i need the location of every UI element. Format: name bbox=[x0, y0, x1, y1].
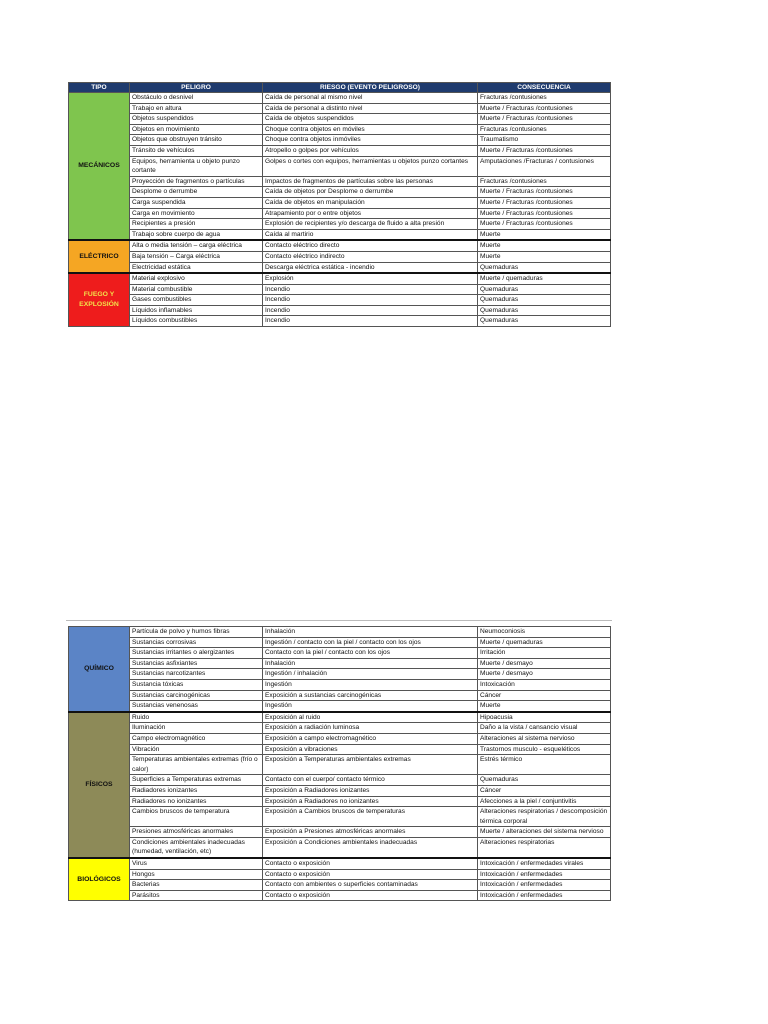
peligro-cell: Carga suspendida bbox=[130, 197, 263, 208]
peligro-cell: Bacterias bbox=[130, 880, 263, 891]
peligro-cell: Sustancias corrosivas bbox=[130, 637, 263, 648]
peligro-cell: Superficies a Temperaturas extremas bbox=[130, 775, 263, 786]
peligro-cell: Desplome o derrumbe bbox=[130, 187, 263, 198]
riesgo-cell: Contacto o exposición bbox=[263, 890, 478, 901]
consecuencia-cell: Muerte / Fracturas /contusiones bbox=[478, 197, 611, 208]
riesgo-cell: Contacto con ambientes o superficies contaminadas bbox=[263, 880, 478, 891]
riesgo-cell: Choque contra objetos inmóviles bbox=[263, 135, 478, 146]
riesgo-cell: Exposición a sustancias carcinogénicas bbox=[263, 690, 478, 701]
consecuencia-cell: Daño a la vista / cansancio visual bbox=[478, 723, 611, 734]
table-row bbox=[69, 229, 611, 240]
consecuencia-cell: Quemaduras bbox=[478, 305, 611, 316]
riesgo-cell: Exposición a Presiones atmosféricas anormales bbox=[263, 827, 478, 838]
peligro-cell: Partícula de polvo y humos fibras bbox=[130, 627, 263, 638]
consecuencia-cell: Muerte / Fracturas /contusiones bbox=[478, 219, 611, 230]
consecuencia-cell: Intoxicación / enfermedades bbox=[478, 890, 611, 901]
riesgo-cell: Exposición al ruido bbox=[263, 712, 478, 723]
riesgo-cell: Ingestión bbox=[263, 701, 478, 712]
peligro-cell: Proyección de fragmentos o partículas bbox=[130, 176, 263, 187]
peligro-cell: Presiones atmosféricas anormales bbox=[130, 827, 263, 838]
peligro-cell: Equipos, herramienta u objeto punzo cortante bbox=[130, 156, 263, 176]
riesgo-cell: Exposición a campo electromagnético bbox=[263, 733, 478, 744]
table-row bbox=[69, 219, 611, 230]
consecuencia-cell: Alteraciones al sistema nervioso bbox=[478, 733, 611, 744]
consecuencia-cell: Quemaduras bbox=[478, 262, 611, 273]
tipo-cell: BIOLÓGICOS bbox=[69, 858, 130, 901]
consecuencia-cell: Alteraciones respiratorias / descomposición térmica corporal bbox=[478, 807, 611, 827]
header-riesgo: RIESGO (EVENTO PELIGROSO) bbox=[263, 83, 478, 93]
consecuencia-cell: Muerte / Fracturas /contusiones bbox=[478, 145, 611, 156]
table-row bbox=[69, 103, 611, 114]
consecuencia-cell: Muerte / Fracturas /contusiones bbox=[478, 187, 611, 198]
consecuencia-cell: Muerte bbox=[478, 701, 611, 712]
table-row bbox=[69, 637, 611, 648]
riesgo-cell: Ingestión / inhalación bbox=[263, 669, 478, 680]
risk-table-1 bbox=[68, 82, 611, 327]
table-row bbox=[69, 156, 611, 176]
riesgo-cell: Exposición a Radiadores no ionizantes bbox=[263, 796, 478, 807]
consecuencia-cell: Fracturas /contusiones bbox=[478, 124, 611, 135]
peligro-cell: Objetos en movimiento bbox=[130, 124, 263, 135]
peligro-cell: Sustancias carcinogénicas bbox=[130, 690, 263, 701]
consecuencia-cell: Muerte / desmayo bbox=[478, 658, 611, 669]
consecuencia-cell: Cáncer bbox=[478, 785, 611, 796]
riesgo-cell: Caída de personal al mismo nivel bbox=[263, 93, 478, 104]
peligro-cell: Virus bbox=[130, 858, 263, 869]
peligro-cell: Trabajo sobre cuerpo de agua bbox=[130, 229, 263, 240]
peligro-cell: Condiciones ambientales inadecuadas (humedad, ventilación, etc) bbox=[130, 837, 263, 858]
peligro-cell: Líquidos combustibles bbox=[130, 316, 263, 327]
riesgo-cell: Caída al martirio bbox=[263, 229, 478, 240]
consecuencia-cell: Quemaduras bbox=[478, 316, 611, 327]
peligro-cell: Sustancias venenosas bbox=[130, 701, 263, 712]
peligro-cell: Sustancias asfixiantes bbox=[130, 658, 263, 669]
consecuencia-cell: Cáncer bbox=[478, 690, 611, 701]
table-row bbox=[69, 627, 611, 638]
table-row bbox=[69, 712, 611, 723]
consecuencia-cell: Quemaduras bbox=[478, 775, 611, 786]
riesgo-cell: Golpes o cortes con equipos, herramientas u objetos punzo cortantes bbox=[263, 156, 478, 176]
table-row bbox=[69, 251, 611, 262]
consecuencia-cell: Fracturas /contusiones bbox=[478, 93, 611, 104]
table-row bbox=[69, 837, 611, 858]
consecuencia-cell: Muerte / Fracturas /contusiones bbox=[478, 114, 611, 125]
peligro-cell: Baja tensión – Carga eléctrica bbox=[130, 251, 263, 262]
peligro-cell: Sustancia tóxicas bbox=[130, 679, 263, 690]
riesgo-cell: Incendio bbox=[263, 305, 478, 316]
consecuencia-cell: Muerte / quemaduras bbox=[478, 637, 611, 648]
riesgo-cell: Contacto o exposición bbox=[263, 869, 478, 880]
table-row bbox=[69, 176, 611, 187]
table-row bbox=[69, 208, 611, 219]
table-row bbox=[69, 679, 611, 690]
table-row bbox=[69, 796, 611, 807]
riesgo-cell: Contacto eléctrico indirecto bbox=[263, 251, 478, 262]
risk-table-2-body bbox=[69, 627, 611, 901]
consecuencia-cell: Trastornos musculo - esqueléticos bbox=[478, 744, 611, 755]
riesgo-cell: Exposición a vibraciones bbox=[263, 744, 478, 755]
consecuencia-cell: Muerte / Fracturas /contusiones bbox=[478, 208, 611, 219]
riesgo-cell: Caída de objetos por Desplome o derrumbe bbox=[263, 187, 478, 198]
table-row bbox=[69, 316, 611, 327]
peligro-cell: Electricidad estática bbox=[130, 262, 263, 273]
riesgo-cell: Caída de personal a distinto nivel bbox=[263, 103, 478, 114]
table-row bbox=[69, 690, 611, 701]
table-row bbox=[69, 880, 611, 891]
table-row bbox=[69, 723, 611, 734]
peligro-cell: Sustancias irritantes o alergizantes bbox=[130, 648, 263, 659]
riesgo-cell: Inhalación bbox=[263, 627, 478, 638]
peligro-cell: Líquidos inflamables bbox=[130, 305, 263, 316]
tipo-cell: ELÉCTRICO bbox=[69, 240, 130, 273]
table-row bbox=[69, 744, 611, 755]
table-row bbox=[69, 93, 611, 104]
consecuencia-cell: Muerte bbox=[478, 229, 611, 240]
table-row bbox=[69, 240, 611, 251]
table-row bbox=[69, 807, 611, 827]
peligro-cell: Trabajo en altura bbox=[130, 103, 263, 114]
riesgo-cell: Contacto con la piel / contacto con los ojos bbox=[263, 648, 478, 659]
header-peligro: PELIGRO bbox=[130, 83, 263, 93]
peligro-cell: Iluminación bbox=[130, 723, 263, 734]
riesgo-cell: Caída de objetos en manipulación bbox=[263, 197, 478, 208]
riesgo-cell: Impactos de fragmentos de partículas sobre las personas bbox=[263, 176, 478, 187]
riesgo-cell: Atrapamiento por o entre objetos bbox=[263, 208, 478, 219]
table-row bbox=[69, 114, 611, 125]
table-row bbox=[69, 890, 611, 901]
table-row bbox=[69, 733, 611, 744]
consecuencia-cell: Estrés térmico bbox=[478, 755, 611, 775]
riesgo-cell: Caída de objetos suspendidos bbox=[263, 114, 478, 125]
riesgo-cell: Incendio bbox=[263, 284, 478, 295]
consecuencia-cell: Intoxicación / enfermedades bbox=[478, 869, 611, 880]
riesgo-cell: Explosión bbox=[263, 273, 478, 284]
peligro-cell: Objetos suspendidos bbox=[130, 114, 263, 125]
table-row bbox=[69, 284, 611, 295]
peligro-cell: Sustancias narcotizantes bbox=[130, 669, 263, 680]
consecuencia-cell: Muerte / desmayo bbox=[478, 669, 611, 680]
consecuencia-cell: Muerte / alteraciones del sistema nervioso bbox=[478, 827, 611, 838]
riesgo-cell: Contacto o exposición bbox=[263, 858, 478, 869]
peligro-cell: Vibración bbox=[130, 744, 263, 755]
consecuencia-cell: Traumatismo bbox=[478, 135, 611, 146]
peligro-cell: Tránsito de vehículos bbox=[130, 145, 263, 156]
table-row bbox=[69, 755, 611, 775]
riesgo-cell: Descarga eléctrica estática - incendio bbox=[263, 262, 478, 273]
riesgo-cell: Exposición a Condiciones ambientales inadecuadas bbox=[263, 837, 478, 858]
consecuencia-cell: Muerte bbox=[478, 251, 611, 262]
peligro-cell: Ruido bbox=[130, 712, 263, 723]
consecuencia-cell: Neumoconiosis bbox=[478, 627, 611, 638]
table-row bbox=[69, 187, 611, 198]
riesgo-cell: Contacto con el cuerpo/ contacto térmico bbox=[263, 775, 478, 786]
riesgo-cell: Ingestión bbox=[263, 679, 478, 690]
peligro-cell: Alta o media tensión – carga eléctrica bbox=[130, 240, 263, 251]
table-row bbox=[69, 124, 611, 135]
table-row bbox=[69, 135, 611, 146]
tipo-cell: MECÁNICOS bbox=[69, 93, 130, 241]
tipo-cell: FÍSICOS bbox=[69, 712, 130, 858]
riesgo-cell: Exposición a Radiadores ionizantes bbox=[263, 785, 478, 796]
riesgo-cell: Ingestión / contacto con la piel / contacto con los ojos bbox=[263, 637, 478, 648]
peligro-cell: Radiadores ionizantes bbox=[130, 785, 263, 796]
peligro-cell: Cambios bruscos de temperatura bbox=[130, 807, 263, 827]
table-row bbox=[69, 197, 611, 208]
riesgo-cell: Atropello o golpes por vehículos bbox=[263, 145, 478, 156]
consecuencia-cell: Intoxicación / enfermedades virales bbox=[478, 858, 611, 869]
consecuencia-cell: Hipoacusia bbox=[478, 712, 611, 723]
header-consecuencia: CONSECUENCIA bbox=[478, 83, 611, 93]
page-divider bbox=[66, 620, 612, 621]
table-row bbox=[69, 305, 611, 316]
peligro-cell: Temperaturas ambientales extremas (frío o calor) bbox=[130, 755, 263, 775]
riesgo-cell: Exposición a radiación luminosa bbox=[263, 723, 478, 734]
tipo-cell: FUEGO Y EXPLOSIÓN bbox=[69, 273, 130, 326]
table-row bbox=[69, 295, 611, 306]
consecuencia-cell: Muerte / Fracturas /contusiones bbox=[478, 103, 611, 114]
table-row bbox=[69, 785, 611, 796]
riesgo-cell: Choque contra objetos en móviles bbox=[263, 124, 478, 135]
peligro-cell: Objetos que obstruyen tránsito bbox=[130, 135, 263, 146]
peligro-cell: Material explosivo bbox=[130, 273, 263, 284]
consecuencia-cell: Quemaduras bbox=[478, 284, 611, 295]
table-row bbox=[69, 648, 611, 659]
consecuencia-cell: Quemaduras bbox=[478, 295, 611, 306]
riesgo-cell: Exposición a Cambios bruscos de temperaturas bbox=[263, 807, 478, 827]
riesgo-cell: Incendio bbox=[263, 316, 478, 327]
table-header-row bbox=[69, 83, 611, 93]
peligro-cell: Recipientes a presión bbox=[130, 219, 263, 230]
peligro-cell: Campo electromagnético bbox=[130, 733, 263, 744]
peligro-cell: Radiadores no ionizantes bbox=[130, 796, 263, 807]
tipo-cell: QUÍMICO bbox=[69, 627, 130, 712]
peligro-cell: Carga en movimiento bbox=[130, 208, 263, 219]
riesgo-cell: Contacto eléctrico directo bbox=[263, 240, 478, 251]
table-row bbox=[69, 145, 611, 156]
consecuencia-cell: Intoxicación / enfermedades bbox=[478, 880, 611, 891]
riesgo-cell: Exposición a Temperaturas ambientales extremas bbox=[263, 755, 478, 775]
peligro-cell: Parásitos bbox=[130, 890, 263, 901]
risk-table-1-body bbox=[69, 93, 611, 327]
table-row bbox=[69, 701, 611, 712]
risk-table-2 bbox=[68, 626, 611, 901]
consecuencia-cell: Muerte / quemaduras bbox=[478, 273, 611, 284]
table-row bbox=[69, 827, 611, 838]
riesgo-cell: Inhalación bbox=[263, 658, 478, 669]
header-tipo: TIPO bbox=[69, 83, 130, 93]
consecuencia-cell: Fracturas /contusiones bbox=[478, 176, 611, 187]
table-row bbox=[69, 658, 611, 669]
table-row bbox=[69, 869, 611, 880]
peligro-cell: Material combustible bbox=[130, 284, 263, 295]
peligro-cell: Obstáculo o desnivel bbox=[130, 93, 263, 104]
consecuencia-cell: Amputaciones /Fracturas / contusiones bbox=[478, 156, 611, 176]
peligro-cell: Hongos bbox=[130, 869, 263, 880]
consecuencia-cell: Muerte bbox=[478, 240, 611, 251]
table-row bbox=[69, 775, 611, 786]
table-row bbox=[69, 858, 611, 869]
riesgo-cell: Incendio bbox=[263, 295, 478, 306]
riesgo-cell: Explosión de recipientes y/o descarga de fluido a alta presión bbox=[263, 219, 478, 230]
table-row bbox=[69, 669, 611, 680]
table-row bbox=[69, 262, 611, 273]
peligro-cell: Gases combustibles bbox=[130, 295, 263, 306]
consecuencia-cell: Alteraciones respiratorias bbox=[478, 837, 611, 858]
consecuencia-cell: Afecciones a la piel / conjuntivitis bbox=[478, 796, 611, 807]
consecuencia-cell: Intoxicación bbox=[478, 679, 611, 690]
consecuencia-cell: Irritación bbox=[478, 648, 611, 659]
table-row bbox=[69, 273, 611, 284]
